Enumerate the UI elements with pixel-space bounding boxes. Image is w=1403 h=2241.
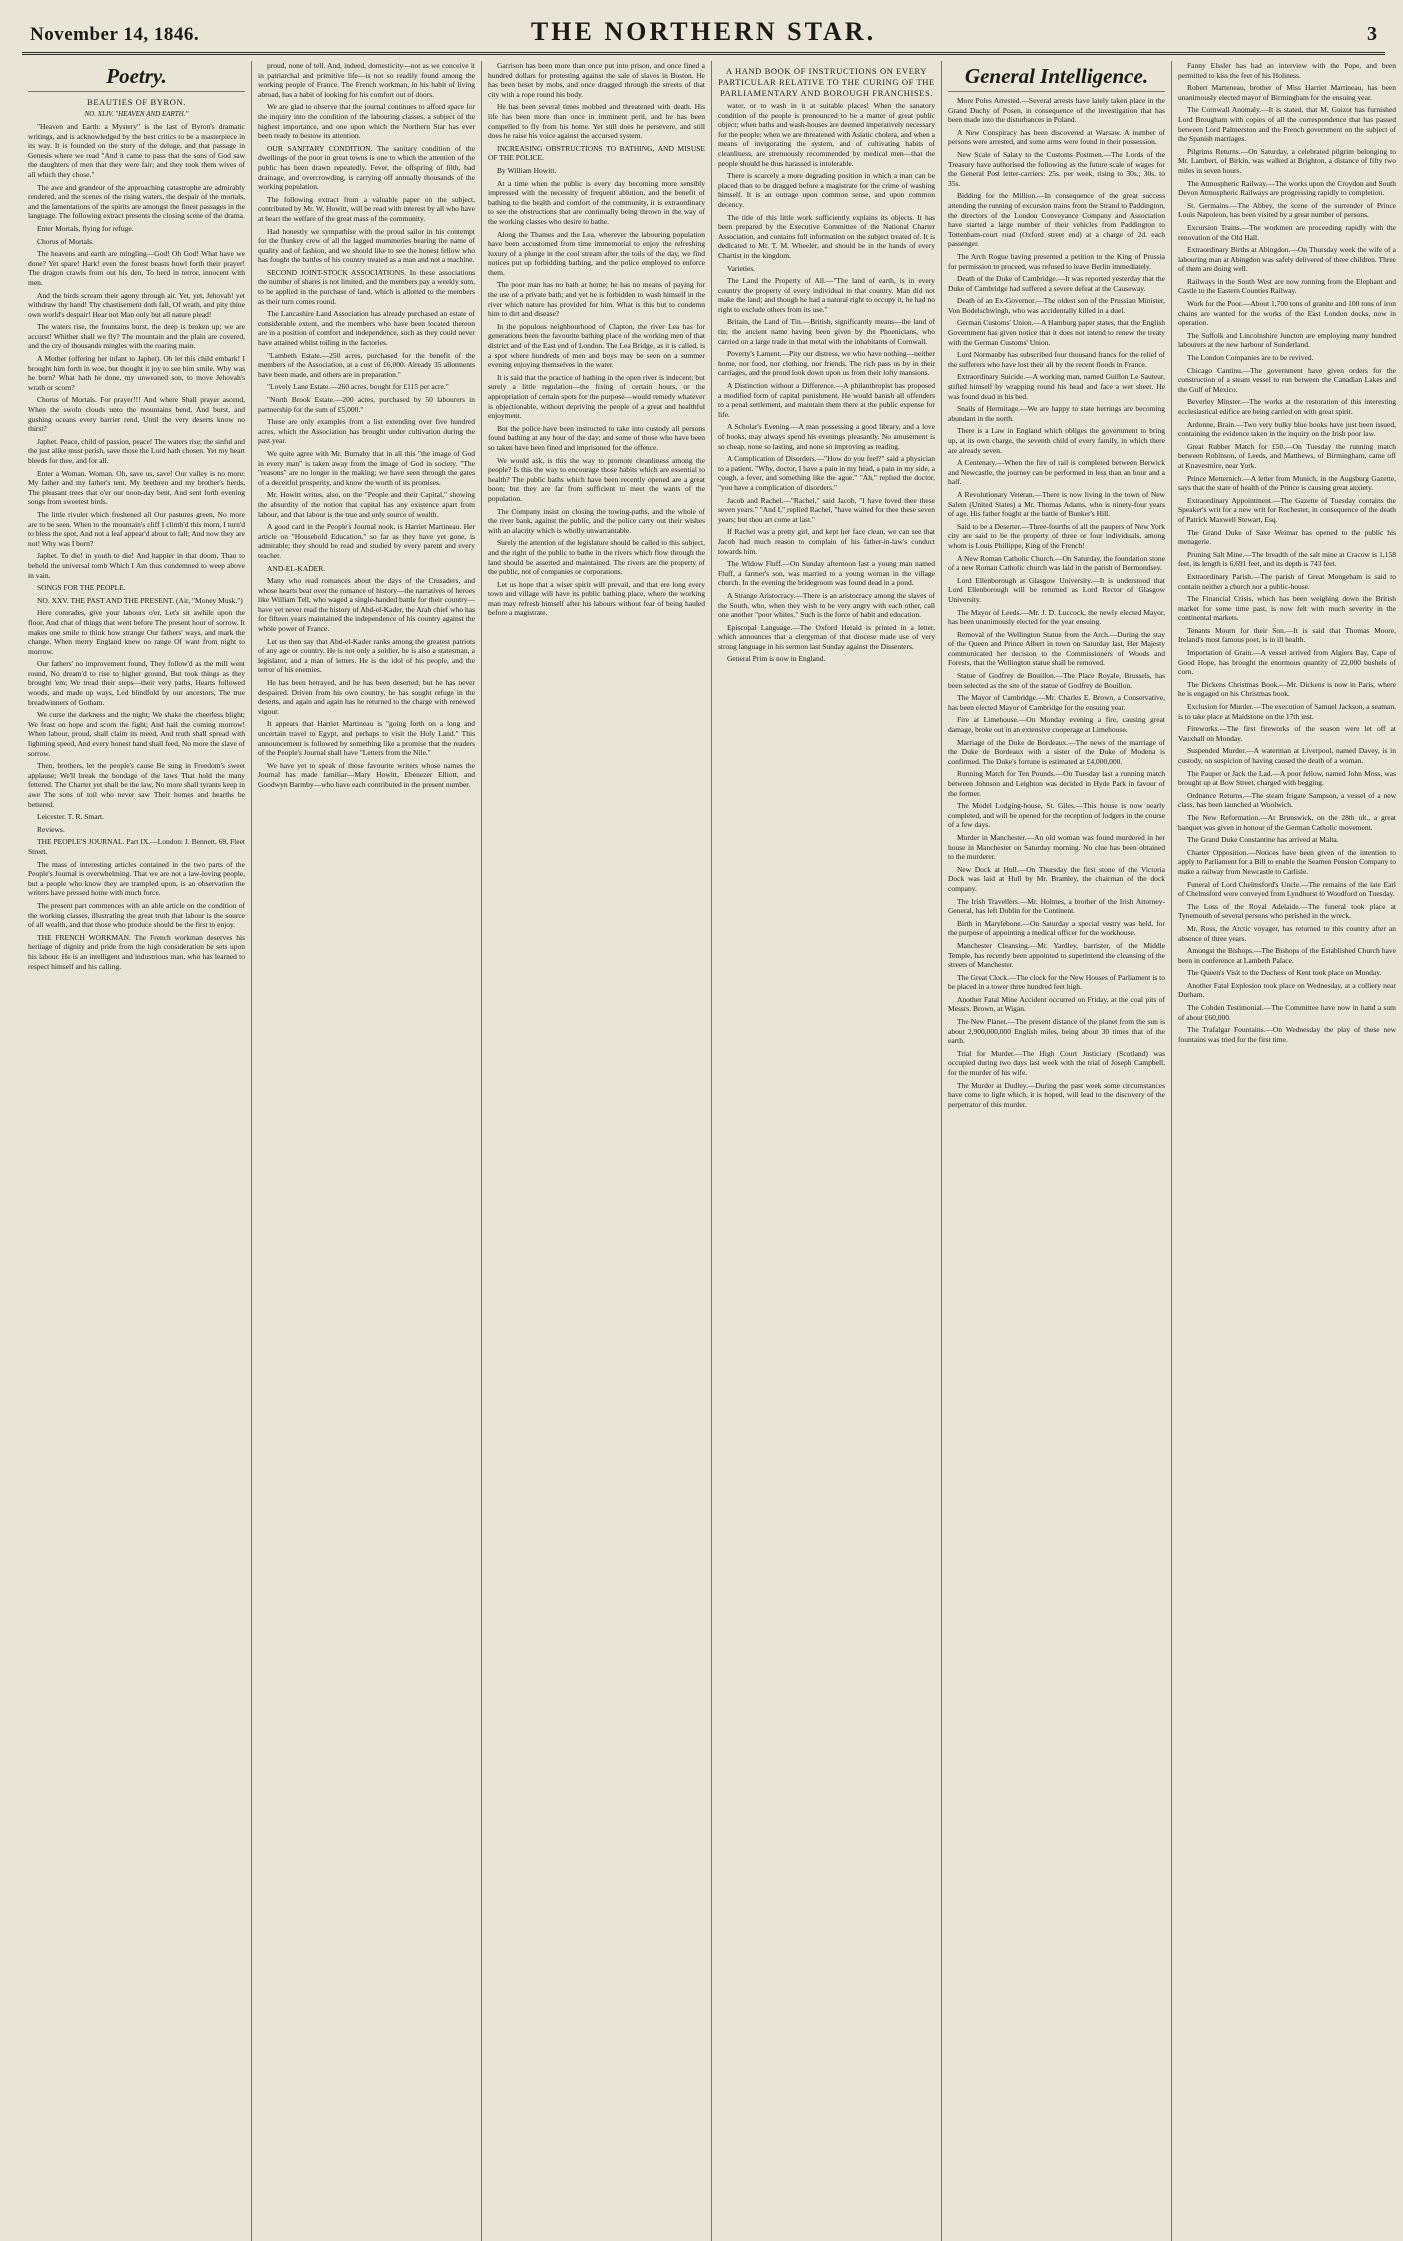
article-paragraph: Along the Thames and the Lea, wherever the labouring population have been accustomed from time immemorial to enjoy the refreshing luxury of a plunge in the cool stream after the toils of the day, we find notices put up forbidding bathing, and the police employed to enforce them.	[488, 229, 705, 277]
article-paragraph: The Atmospheric Railway.—The works upon the Croydon and South Devon Atmospheric Railways are progressing rapidly to completion.	[1178, 178, 1396, 198]
article-paragraph: Pruning Salt Mine.—The breadth of the salt mine at Cracow is 1,158 feet, its length is 6,691 feet, and its depth is 743 feet.	[1178, 549, 1396, 569]
article-paragraph: "Heaven and Earth: a Mystery" is the last of Byron's dramatic writings, and is acknowledged by the best critics to be a masterpiece in its way. It is founded on the story of the deluge, and that passage in Genesis where we read "And it came to pass that the sons of God saw the daughters of men that they were fair; and they took them wives of all which they chose."	[28, 122, 245, 179]
article-paragraph: Lord Normanby has subscribed four thousand francs for the relief of the sufferers who have lost their all by the recent floods in France.	[948, 350, 1165, 369]
article-paragraph: The London Companies are to be revived.	[1187, 353, 1314, 363]
article-paragraph: Removal of the Wellington Statue from the Arch.—During the stay of the Queen and Prince Albert in town on Saturday last, Her Majesty communicated her decision to the Commissioners of Woods and Forests, that the Wellington statue shall be removed.	[948, 629, 1165, 668]
article-paragraph: Mr. Howitt writes, also, on the "People and their Capital," showing the absurdity of the notion that capital has any existence apart from labour, and that labour is the true and only source of wealth.	[258, 490, 475, 519]
article-paragraph: Jacob and Rachel.—"Rachel," said Jacob, "I have loved thee these seven years." "And I," replied Rachel, "have waited for thee these seven years; but thou art come at last."	[718, 495, 935, 524]
article-paragraph: THE PEOPLE'S JOURNAL. Part IX.—London: J. Bennett, 69, Fleet Street.	[28, 837, 245, 856]
article-paragraph: A Distinction without a Difference.—A philanthropist has proposed a modified form of capital punishment. He would banish all offenders to a penal settlement, and maintain them there at the public expense for life.	[718, 381, 935, 419]
article-paragraph: Varieties.	[727, 263, 756, 273]
article-paragraph: Fire at Limehouse.—On Monday evening a fire, causing great damage, broke out in an extensive cooperage at Limehouse.	[948, 715, 1165, 735]
article-paragraph: Enter Mortals, flying for refuge.	[37, 223, 134, 233]
article-paragraph: Running Match for Ten Pounds.—On Tuesday last a running match between Johnson and Leighton was decided in Hyde Park in favour of the former.	[948, 769, 1165, 798]
newspaper-title: THE NORTHERN STAR.	[530, 17, 877, 46]
article-paragraph: Beverley Minster.—The works at the restoration of this interesting ecclesiastical edifice are being carried on with great spirit.	[1178, 397, 1396, 416]
article-paragraph: Leicester. T. R. Smart.	[37, 812, 104, 822]
article-paragraph: The Lancashire Land Association has already purchased an estate of considerable extent, and the members who have been located thereon are in a position of comfort and independence, such as they could never have attained whilst toiling in the factories.	[258, 309, 475, 348]
article-paragraph: Extraordinary Births at Abingdon.—On Thursday week the wife of a labouring man at Abingdon was safely delivered of three children. Three of them are doing well.	[1178, 245, 1396, 274]
article-paragraph: Extraordinary Suicide.—A working man, named Guillon Le Sauteur, stifled himself by wrapping round his head and face a wet sheet. He was found dead in his bed.	[948, 372, 1165, 401]
article-paragraph: Poverty's Lament.—Pity our distress, we who have nothing—neither home, nor food, nor clothing, nor friends. The rich pass us by in their carriages, and the proud look down upon us from their lofty mansions.	[718, 349, 935, 378]
section-heading: Poetry.	[28, 63, 245, 92]
article-paragraph: It appears that Harriet Martineau is "going forth on a long and uncertain travel to Egypt, and perhaps to visit the Holy Land." This announcement is followed by something like a promise that the readers of the People's Journal shall have "Letters from the Nile."	[258, 719, 475, 758]
article-paragraph: New Dock at Hull.—On Thursday the first stone of the Victoria Dock was laid at Hull by Mr. Bramley, the chairman of the dock company.	[948, 864, 1165, 893]
article-paragraph: These are only examples from a list extending over five hundred acres, which the Association has brought under cultivation during the past year.	[258, 417, 475, 446]
article-paragraph: THE FRENCH WORKMAN. The French workman deserves his heritage of dignity and pride from the high consideration he sets upon his labour. He is an intelligent and industrious man, who has learned to respect himself and his calling.	[28, 932, 245, 971]
article-paragraph: "Lovely Lane Estate.—260 acres, bought for £115 per acre."	[267, 382, 449, 392]
article-paragraph: Chorus of Mortals.	[37, 236, 94, 246]
article-paragraph: "North Brook Estate.—200 acres, purchased by 50 labourers in partnership for the sum of £5,000."	[258, 395, 475, 414]
article-subheading: NO. XLIV. "HEAVEN AND EARTH."	[84, 110, 189, 118]
section-heading: General Intelligence.	[948, 63, 1165, 92]
article-paragraph: A Centenary.—When the fire of rail is completed between Berwick and Newcastle, the journey can be performed in less than an hour and a half.	[948, 458, 1165, 487]
masthead	[22, 0, 1385, 55]
article-paragraph: And the birds scream their agony through air. Yet, yet, Jehovah! yet withdraw thy hand! Thy chastisement doth fall, Of wrath, and pity thine own world's despair! Hear not Man only but all nature plead!	[28, 290, 245, 319]
article-paragraph: Lord Ellenborough at Glasgow University.—It is understood that Lord Ellenborough will be returned as Lord Rector of Glasgow University.	[948, 575, 1165, 604]
column-4	[712, 61, 942, 2241]
article-paragraph: Excursion Trains.—The workmen are proceeding rapidly with the renovation of the Old Hall.	[1178, 222, 1396, 242]
article-paragraph: OUR SANITARY CONDITION. The sanitary condition of the dwellings of the poor in great towns is one to which the attention of the public has been drawn repeatedly. Fever, the offspring of filth, bad drainage, and overcrowding, is carrying off annually thousands of the working population.	[258, 143, 475, 192]
article-paragraph: Had honestly we sympathise with the proud sailor in his contempt for the flunkey crew of all the lagged mummeries bearing the name of quality and of fashion, and we should like to see the honest fellow who has fought the battles of his country treated as a man and not a machine.	[258, 226, 475, 265]
article-paragraph: Death of the Duke of Cambridge.—It was reported yesterday that the Duke of Cambridge had suffered a severe defeat at the Causeway.	[948, 274, 1165, 293]
article-paragraph: At a time when the public is every day becoming more sensibly impressed with the necessity of frequent ablution, and the benefit of bathing to the health and comfort of the community, it is extraordinary to see the obstructions that are continually being thrown in the way of the working classes who desire to bathe.	[488, 178, 705, 226]
article-paragraph: The Dickens Christmas Book.—Mr. Dickens is now in Paris, where he is engaged on his Christmas book.	[1178, 679, 1396, 699]
article-paragraph: German Customs' Union.—A Hamburg paper states, that the English Government has given notice that it does not intend to renew the treaty with the German Customs' Union.	[948, 318, 1165, 347]
article-paragraph: The mass of interesting articles contained in the two parts of the People's Journal is overwhelming. That we are not a law-loving people, but a people who know they are trampled upon, is an observation the writers have pressed home with much force.	[28, 859, 245, 898]
article-paragraph: Let us then say that Abd-el-Kader ranks among the greatest patriots of any age or country. He is not only a soldier, he is also a statesman, a legislator, and a man of letters. He is the idol of his people, and the terror of his enemies.	[258, 636, 475, 675]
article-paragraph: water, or to wash in it at suitable places! When the sanatory condition of the people is pronounced to be a matter of great public object; when baths and wash-houses are deemed imperatively necessary for the people; when we are threatened with Asiatic cholera, and when a means of invigorating the system, and of cultivating habits of cleanliness, are strenuously recommended by medical men—that the people should be thus harassed is intolerable.	[718, 101, 935, 168]
article-paragraph: If Rachel was a pretty girl, and kept her face clean, we can see that Jacob had much reason to complain of his father-in-law's conduct towards him.	[718, 527, 935, 556]
article-paragraph: The Cobden Testimonial.—The Committee have now in hand a sum of about £60,000.	[1178, 1003, 1396, 1022]
article-paragraph: Murder in Manchester.—An old woman was found murdered in her house in Manchester on Saturday morning. No clue has been obtained to the murderer.	[948, 832, 1165, 862]
article-paragraph: Our fathers' no improvement found, They follow'd as the mill went round, No dream'd to rise to higher ground, But took things as they brought 'em; We tread their steps—their very paths, Hearts followed woods, and made up ways, Led blindfold by our ancestors, The true breadwinners of Gotham.	[28, 659, 245, 707]
article-paragraph: The Mayor of Leeds.—Mr. J. D. Luccock, the newly elected Mayor, has been unanimously elected for the year ensuing.	[948, 607, 1165, 627]
article-paragraph: Statue of Godfrey de Bouillon.—The Place Royale, Brussels, has been selected as the site of the statue of Godfrey de Bouillon.	[948, 671, 1165, 690]
article-paragraph: The waters rise, the fountains burst, the deep is broken up; we are accurst! Whither shall we fly? The mountain and the plain are covered, and the cry of thousands mingles with the roaring main.	[28, 322, 245, 351]
article-paragraph: We quite agree with Mr. Burnaby that in all this "the image of God in every man" is taken away from the image of God in society. "The "reasons" are no longer in the making; we have seen through the gates of a deceitful prosperity, and know the worth of its promises.	[258, 448, 475, 487]
article-paragraph: Suspended Murder.—A waterman at Liverpool, named Davey, is in custody, on suspicion of having caused the death of a woman.	[1178, 746, 1396, 765]
article-paragraph: Ordnance Returns.—The steam frigate Sampson, a vessel of a new class, has been launched at Woolwich.	[1178, 790, 1396, 810]
article-paragraph: AND-EL-KADER.	[267, 563, 326, 573]
article-paragraph: Exclusion for Murder.—The execution of Samuel Jackson, a seaman, is to take place at Maidstone on the 17th inst.	[1178, 702, 1396, 721]
article-paragraph: Great Rubber Match for £50.—On Tuesday the running match between Robinson, of Leeds, and Matthews, of Birmingham, came off at Knavesmire, near York.	[1178, 441, 1396, 470]
article-paragraph: The Irish Travellers.—Mr. Holmes, a brother of the Irish Attorney-General, has left Dublin for the Continent.	[948, 896, 1165, 916]
article-paragraph: He has been betrayed, and he has been deserted; but he has never despaired. Driven from his own country, he has sought refuge in the deserts, and again and again has he returned to the charge with renewed vigour.	[258, 678, 475, 716]
article-paragraph: The Trafalgar Fountains.—On Wednesday the play of these new fountains was tried for the first time.	[1178, 1025, 1396, 1044]
article-paragraph: The following extract from a valuable paper on the subject, contributed by Mr. W. Howitt, will be read with interest by all who have at heart the welfare of the great mass of the community.	[258, 194, 475, 223]
article-paragraph: The awe and grandeur of the approaching catastrophe are admirably rendered, and the scenes of the rising waters, the despair of the mortals, and the lamentations of the spirits are amongst the finest passages in the language. The following extract presents the closing scene of the drama.	[28, 182, 245, 221]
article-heading: A HAND BOOK OF INSTRUCTIONS ON EVERY PARTICULAR RELATIVE TO THE CURING OF THE PARLIAMENTARY AND BOROUGH FRANCHISES.	[718, 66, 935, 98]
article-paragraph: We curse the darkness and the night; We shake the cheerless blight; We feast on hope and scorn the fight; And hail the coming morrow! When labour, proud, shall claim its meed, And truth shall spread with lightning speed, And every honest hand shall feed, No more the slave of sorrow.	[28, 710, 245, 758]
article-paragraph: SONGS FOR THE PEOPLE.	[37, 583, 126, 593]
article-paragraph: The Suffolk and Lincolnshire Juncton are employing many hundred labourers at the new harbour of Sunderland.	[1178, 330, 1396, 350]
article-paragraph: INCREASING OBSTRUCTIONS TO BATHING, AND MISUSE OF THE POLICE.	[488, 143, 705, 163]
article-paragraph: Surely the attention of the legislature should be called to this subject, and the right of the public to bathe in the rivers which flow through the land should be asserted and maintained. The rivers are the property of the public, not of companies or corporations.	[488, 538, 705, 577]
article-paragraph: Work for the Poor.—About 1,700 tons of granite and 100 tons of iron chains are wanted for the works of the East London docks, now in operation.	[1178, 299, 1396, 328]
article-paragraph: The Model Lodging-house, St. Giles.—This house is now nearly completed, and will be opened for the reception of lodgers in the course of a few days.	[948, 801, 1165, 830]
article-paragraph: The little rivulet which freshened all Our pastures green, No more are to be seen. When to the mountain's cliff I climb'd this morn, I turn'd to bless the spot, And not a leaf appear'd about to fall; And now they are not! Why was I born?	[28, 509, 245, 548]
article-paragraph: The Grand Duke Constantine has arrived at Malta.	[1187, 835, 1339, 845]
article-paragraph: There is a Law in England which obliges the government to bring up, at its own charge, the seventh child of every family, in which there are already seven.	[948, 426, 1165, 455]
article-paragraph: Extraordinary Appointment.—The Gazette of Tuesday contains the Speaker's writ for a new writ for Rochester, in consequence of the death of Patrick Maxwell Stewart, Esq.	[1178, 495, 1396, 524]
article-paragraph: proud, none of tell. And, indeed, domesticity—not as we conceive it in patriarchal and primitive life—is not so readily found among the working people of France. The French workman, in his habit of living abroad, has a habit of looking for his comfort out of doors.	[258, 61, 475, 99]
article-paragraph: The Pauper or Jack the Lad.—A poor fellow, named John Moss, was brought up at Bow Street, charged with begging.	[1178, 768, 1396, 788]
columns	[22, 61, 1396, 2241]
article-paragraph: Extraordinary Parish.—The parish of Great Mongeham is said to contain neither a church nor a public-house.	[1178, 571, 1396, 591]
article-paragraph: Birth in Marylebone.—On Saturday a special vestry was held, for the purpose of appointing a medical officer for the workhouse.	[948, 918, 1165, 938]
article-paragraph: A New Roman Catholic Church.—On Saturday, the foundation stone of a new Roman Catholic church was laid in the parish of Bermondsey.	[948, 553, 1165, 573]
article-paragraph: Importation of Grain.—A vessel arrived from Algiers Bay, Cape of Good Hope, has brought the enormous quantity of 22,000 bushels of corn.	[1178, 648, 1396, 677]
column-5	[942, 61, 1172, 2241]
article-paragraph: General Prim is now in England.	[727, 654, 826, 664]
article-paragraph: St. Germains.—The Abbey, the scene of the surrender of Prince Louis Napoleon, has been visited by a great number of persons.	[1178, 200, 1396, 220]
article-paragraph: A Mother (offering her infant to Japhet). Oh let this child embark! I brought him forth in woe, but thought it joy to see him smile. Why was he born? What hath he done, my unweaned son, to move Jehovah's wrath or scorn?	[28, 354, 245, 392]
article-paragraph: The Widow Fluff.—On Sunday afternoon last a young man named Fluff, a farmer's son, was married to a young woman in the village church. In the evening the bridegroom was found dead in a pond.	[718, 559, 935, 588]
article-paragraph: The poor man has no bath at home; he has no means of paying for the use of a private bath; and yet he is forbidden to wash himself in the river which nature has provided for him. What is this but to condemn him to dirt and disease?	[488, 280, 705, 319]
article-paragraph: The New Planet.—The present distance of the planet from the sun is about 2,900,000,000 English miles, being about 30 times that of the earth.	[948, 1017, 1165, 1046]
article-paragraph: The Financial Crisis, which has been weighing down the British market for some time past, is now felt with much severity in the continental markets.	[1178, 594, 1396, 623]
article-paragraph: The Loss of the Royal Adelaide.—The funeral took place at Tynemouth of several persons who perished in the wreck.	[1178, 901, 1396, 921]
article-paragraph: A New Conspiracy has been discovered at Warsaw. A number of persons were arrested, and some arms were found in their possession.	[948, 127, 1165, 147]
article-paragraph: By William Howitt.	[497, 165, 557, 175]
article-paragraph: The Arch Rogue having presented a petition to the King of Prussia for permission to proceed, was refused to leave Berlin immediately.	[948, 251, 1165, 271]
article-paragraph: The Great Clock.—The clock for the New Houses of Parliament is to be placed in a tower three hundred feet high.	[948, 972, 1165, 992]
column-2	[252, 61, 482, 2241]
article-paragraph: NO. XXV. THE PAST AND THE PRESENT. (Air, "Money Musk.")	[37, 595, 243, 605]
article-paragraph: Mr. Ross, the Arctic voyager, has returned to this country after an absence of three years.	[1178, 923, 1396, 943]
article-paragraph: SECOND JOINT-STOCK ASSOCIATIONS. In these associations the number of shares is not limited, and the members pay a weekly sum, to be applied in the purchase of land, which is allotted to the members as their turn comes round.	[258, 267, 475, 306]
article-paragraph: Episcopal Language.—The Oxford Herald is printed in a letter, which announces that a clergyman of that diocese made use of very strong language in his sermon last Sunday against the Dissenters.	[718, 622, 935, 651]
article-paragraph: Another Fatal Mine Accident occurred on Friday, at the coal pits of Messrs. Brown, at Wigan.	[948, 994, 1165, 1014]
article-paragraph: He has been several times mobbed and threatened with death. His life has been more than once in imminent peril, and he has been compelled to fly from his home. Yet still does he persevere, and still does he raise his voice against the accursed system.	[488, 102, 705, 141]
article-paragraph: More Poles Arrested.—Several arrests have lately taken place in the Grand Duchy of Posen, in consequence of the investigation that has been made into the disturbances in Poland.	[948, 96, 1165, 125]
article-paragraph: Railways in the South West are now running from the Elephant and Castle to the Eastern Counties Railway.	[1178, 276, 1396, 296]
article-paragraph: Pilgrims Returns.—On Saturday, a celebrated pilgrim belonging to Mr. Lambert, of Birkin, was walked at Brighton, a distance of fifty two miles in seven hours.	[1178, 146, 1396, 175]
article-paragraph: Said to be a Deserter.—Three-fourths of all the paupers of New York city are said to be the property of three or four individuals, among whom is Louis Phillippe, King of the French!	[948, 521, 1165, 550]
article-paragraph: A Revolutionary Veteran.—There is now living in the town of New Salem (United States) a Mr. Thomas Adams, who is ninety-four years of age. His father fought at the battle of Bunker's Hill.	[948, 489, 1165, 519]
article-paragraph: Ardonne, Brain.—Two very bulky blue books have just been issued, containing the evidence taken in the inquiry on the Irish poor law.	[1178, 419, 1396, 439]
article-paragraph: Fanny Elssler has had an interview with the Pope, and been permitted to kiss the feet of his Holiness.	[1178, 61, 1396, 80]
article-paragraph: The heavens and earth are mingling—God! Oh God! What have we done? Yet spare! Hark! even the forest beasts howl forth their prayer! The dragon crawls from out his den, To herd in terror, innocent with men.	[28, 249, 245, 287]
article-paragraph: The Grand Duke of Saxe Weimar has opened to the public his menagerie.	[1178, 527, 1396, 547]
article-paragraph: Prince Metternich.—A letter from Munich, in the Augsburg Gazette, says that the state of health of the Prince is causing great anxiety.	[1178, 473, 1396, 493]
column-1	[22, 61, 252, 2241]
article-paragraph: Enter a Woman. Woman. Oh, save us, save! Our valley is no more: My father and my father's tent, My brethren and my brother's herds, The pleasant trees that o'er our noon-day bent, And sent forth evening songs from sweetest birds.	[28, 468, 245, 507]
article-paragraph: Snails of Hermitage.—We are happy to state herrings are becoming abundant in the north.	[948, 404, 1165, 423]
article-paragraph: "Lambeth Estate.—250 acres, purchased for the benefit of the members of the Association, at a cost of £6,000. Already 35 allotments have been made, and others are in preparation."	[258, 350, 475, 379]
article-paragraph: New Scale of Salary to the Customs Postmen.—The Lords of the Treasury have authorised the following as the future scale of wages for the General Post letter-carriers: 25s. per week, rising to 30s.; 30s. to 35s.	[948, 149, 1165, 188]
article-paragraph: Then, brothers, let the people's cause Be sung in Freedom's sweet applause; We'll break the bondage of the laws That hold the many fettered. The Charter yet shall be the law, No more shall tyrants keep in awe The sons of toil who never saw Their homes and hearths be bettered.	[28, 761, 245, 809]
article-paragraph: Many who read romances about the days of the Crusaders, and whose hearts beat over the romance of history—the narratives of heroes like William Tell, who waged a single-handed battle for their country—have yet never read the history of Abd-el-Kader, the Arab chief who has for fifteen years maintained the independence of his country against the whole power of France.	[258, 576, 475, 634]
column-3	[482, 61, 712, 2241]
article-paragraph: Chorus of Mortals. For prayer!!! And where Shall prayer ascend, When the swoln clouds unto the mountains bend, And burst, and gushing oceans every barrier rend, Until the very deserts know no thirst?	[28, 395, 245, 434]
article-paragraph: The Cornwall Anomaly.—It is stated, that M. Guizot has furnished Lord Brougham with copies of all the correspondence that has passed between Lord Palmerston and the French government on the subject of the Spanish marriages.	[1178, 105, 1396, 144]
article-paragraph: Here comrades, give your labours o'er, Let's sit awhile upon the floor, And chat of things that went before The present hour of sorrow. It makes one smile to think how strange Our fathers' ways, and mark the change, When merry England knew no range Of want from night to morrow.	[28, 608, 245, 656]
article-paragraph: Fireworks.—The first fireworks of the season were let off at Vauxhall on Monday.	[1178, 724, 1396, 743]
issue-date: November 14, 1846.	[30, 24, 200, 45]
article-paragraph: We have yet to speak of those favourite writers whose names the Journal has made familiar—Mary Howitt, Ebenezer Elliott, and Goodwyn Barmby—who have each contributed in the present number.	[258, 760, 475, 789]
article-paragraph: Japhet. Peace, child of passion, peace! The waters rise; the sinful and the just alike must perish, save those the Lord hath chosen. Yet my heart bleeds for thee, and for all.	[28, 436, 245, 465]
article-paragraph: Death of an Ex-Governor.—The oldest son of the Prussian Minister, Von Bodelschwingh, who was accidentally killed in a duel.	[948, 296, 1165, 315]
article-paragraph: Trial for Murder.—The High Court Justiciary (Scotland) was occupied during two days last week with the trial of Joseph Campbell, for the murder of his wife.	[948, 1048, 1165, 1078]
article-paragraph: Charter Opposition.—Notices have been given of the intention to apply to Parliament for a Bill to enable the Seamen Pension Company to make a railway from Newcastle to Carlisle.	[1178, 847, 1396, 876]
article-paragraph: Another Fatal Explosion took place on Wednesday, at a colliery near Durham.	[1178, 980, 1396, 1000]
article-paragraph: The Mayor of Cambridge.—Mr. Charles E. Brown, a Conservative, has been elected Mayor of Cambridge for the ensuing year.	[948, 693, 1165, 712]
article-paragraph: Robert Marteneau, brother of Miss Harriet Martineau, has been unanimously elected mayor of Birmingham for the ensuing year.	[1178, 83, 1396, 102]
article-paragraph: A Complication of Disorders.—"How do you feel?" said a physician to a patient. "Why, doctor, I have a pain in my head, a pain in my side, a cough, a fever, and something like the ague." "Ah," replied the doctor, "you have a complication of disorders."	[718, 454, 935, 492]
article-paragraph: Britain, the Land of Tin.—British, significantly means—the land of tin; the ancient name having been given by the Phoenicians, who carried on a large trade in that metal with the inhabitants of Cornwall.	[718, 317, 935, 346]
article-paragraph: Bidding for the Million.—In consequence of the great success attending the running of excursion trains from the Strand to Paddington, the directors of the London Conveyance Company and Association have started a large number of their vehicles from Paddington to Tottenham-court road (Oxford street end) at a charge of 2d. each passenger.	[948, 191, 1165, 249]
article-paragraph: The present part commences with an able article on the condition of the working classes, illustrating the great truth that labour is the source of all wealth, and that those who produce should be the first to enjoy.	[28, 900, 245, 930]
article-paragraph: It is said that the practice of bathing in the open river is indecent; but surely a little regulation—the fixing of certain hours, or the appropriation of certain spots for the purpose—would remedy whatever is objectionable, without depriving the people of a great and healthful enjoyment.	[488, 372, 705, 421]
article-paragraph: The title of this little work sufficiently explains its objects. It has been prepared by the Executive Committee of the National Charter Association, and contains full information on the subject treated of. It is dedicated to Mr. T. M. Wheeler, and should be in the hands of every Chartist in the kingdom.	[718, 212, 935, 260]
article-paragraph: Marriage of the Duke de Bordeaux.—The news of the marriage of the Duke de Bordeaux with a sister of the Duke of Modena is confirmed. The Duke's fortune is estimated at £4,000,000.	[948, 737, 1165, 766]
article-heading: BEAUTIES OF BYRON.	[87, 97, 186, 107]
article-paragraph: Japhet. To die! in youth to die! And happier in that doom, Than to behold the universal tomb Which I Am thus condemned to weep above in vain.	[28, 551, 245, 580]
article-paragraph: A Scholar's Evening.—A man possessing a good library, and a love of books, may always spend his evenings pleasantly. No amusement is so cheap, none so lasting, and none so improving as reading.	[718, 422, 935, 451]
article-paragraph: The Queen's Visit to the Duchess of Kent took place on Monday.	[1187, 968, 1382, 978]
article-paragraph: Let us hope that a wiser spirit will prevail, and that ere long every town and village will have its public bathing place, where the working man may refresh himself after his labours without fear of being hauled before a magistrate.	[488, 579, 705, 618]
article-paragraph: There is scarcely a more degrading position in which a man can be placed than to be dragged before a magistrate for the crime of washing himself. It is an outrage upon common sense, and upon common decency.	[718, 171, 935, 209]
article-paragraph: The Murder at Dudley.—During the past week some circumstances have come to light which, it is hoped, will lead to the discovery of the perpetrator of this murder.	[948, 1080, 1165, 1109]
article-paragraph: Funeral of Lord Chelmsford's Uncle.—The remains of the late Earl of Chelmsford were conveyed from Lyndhurst to Woodford on Tuesday.	[1178, 879, 1396, 899]
article-paragraph: We would ask, is this the way to promote cleanliness among the people? Is this the way to encourage those habits which are essential to health? The public baths which have been recently opened are a great boon; but they are far from sufficient to meet the wants of the population.	[488, 455, 705, 503]
article-paragraph: The Land the Property of All.—"The land of earth, is in every country the property of every individual in that country. Man did not make the land; and though he had a natural right to occupy it, he had no right to exclude others from its use."	[718, 276, 935, 314]
article-paragraph: Garrison has been more than once put into prison, and once fined a hundred dollars for protesting against the sale of slaves in Boston. He has been beset by mobs, and once dragged through the streets of that city with a rope round his body.	[488, 61, 705, 99]
article-paragraph: The Company insist on closing the towing-paths, and the whole of the river bank, against the public, and the police carry out their wishes with an alacrity which is wholly unwarrantable.	[488, 506, 705, 535]
article-paragraph: Chicago Cantinu.—The government have given orders for the construction of a steam vessel to run between the Canadian Lakes and the Gulf of Mexico.	[1178, 365, 1396, 394]
article-paragraph: Manchester Cleansing.—Mr. Yardley, barrister, of the Middle Temple, has recently been appointed to superintend the cleansing of the streets of Manchester.	[948, 940, 1165, 970]
article-paragraph: We are glad to observe that the journal continues to afford space for the inquiry into the condition of the labouring classes, a subject of the highest importance, and one upon which the Northern Star has ever been ready to bestow its attention.	[258, 102, 475, 141]
article-paragraph: The New Reformation.—At Brunswick, on the 28th ult., a great banquet was given in honour of the German Catholic movement.	[1178, 812, 1396, 832]
article-paragraph: A good card in the People's Journal nook, is Harriet Martineau. Her article on "Household Education," so far as they have yet gone, is admirable; they should be read and studied by every parent and every teacher.	[258, 522, 475, 560]
article-paragraph: Amongst the Bishops.—The Bishops of the Established Church have been in conference at Lambeth Palace.	[1178, 946, 1396, 965]
article-paragraph: A Strange Aristocracy.—There is an aristocracy among the slaves of the South, who, when they wish to be very angry with each other, call one another "poor whites." Such is the force of habit and education.	[718, 590, 935, 620]
column-6	[1172, 61, 1402, 2241]
page-number: 3	[1367, 23, 1377, 45]
article-paragraph: But the police have been instructed to take into custody all persons found bathing at any hour of the day; and some of those who have been so taken have been fined and imprisoned for the offence.	[488, 423, 705, 452]
article-paragraph: Reviews.	[37, 824, 65, 834]
article-paragraph: Tenants Mourn for their Son.—It is said that Thomas Moore, Ireland's most famous poet, is in ill health.	[1178, 625, 1396, 645]
article-paragraph: In the populous neighbourhood of Clapton, the river Lea has for generations been the favourite bathing place of the working men of that district and of the East end of London. The Lea Bridge, as it is called, is a spot where hundreds of men and boys may be seen on a summer evening enjoying themselves in the water.	[488, 321, 705, 370]
